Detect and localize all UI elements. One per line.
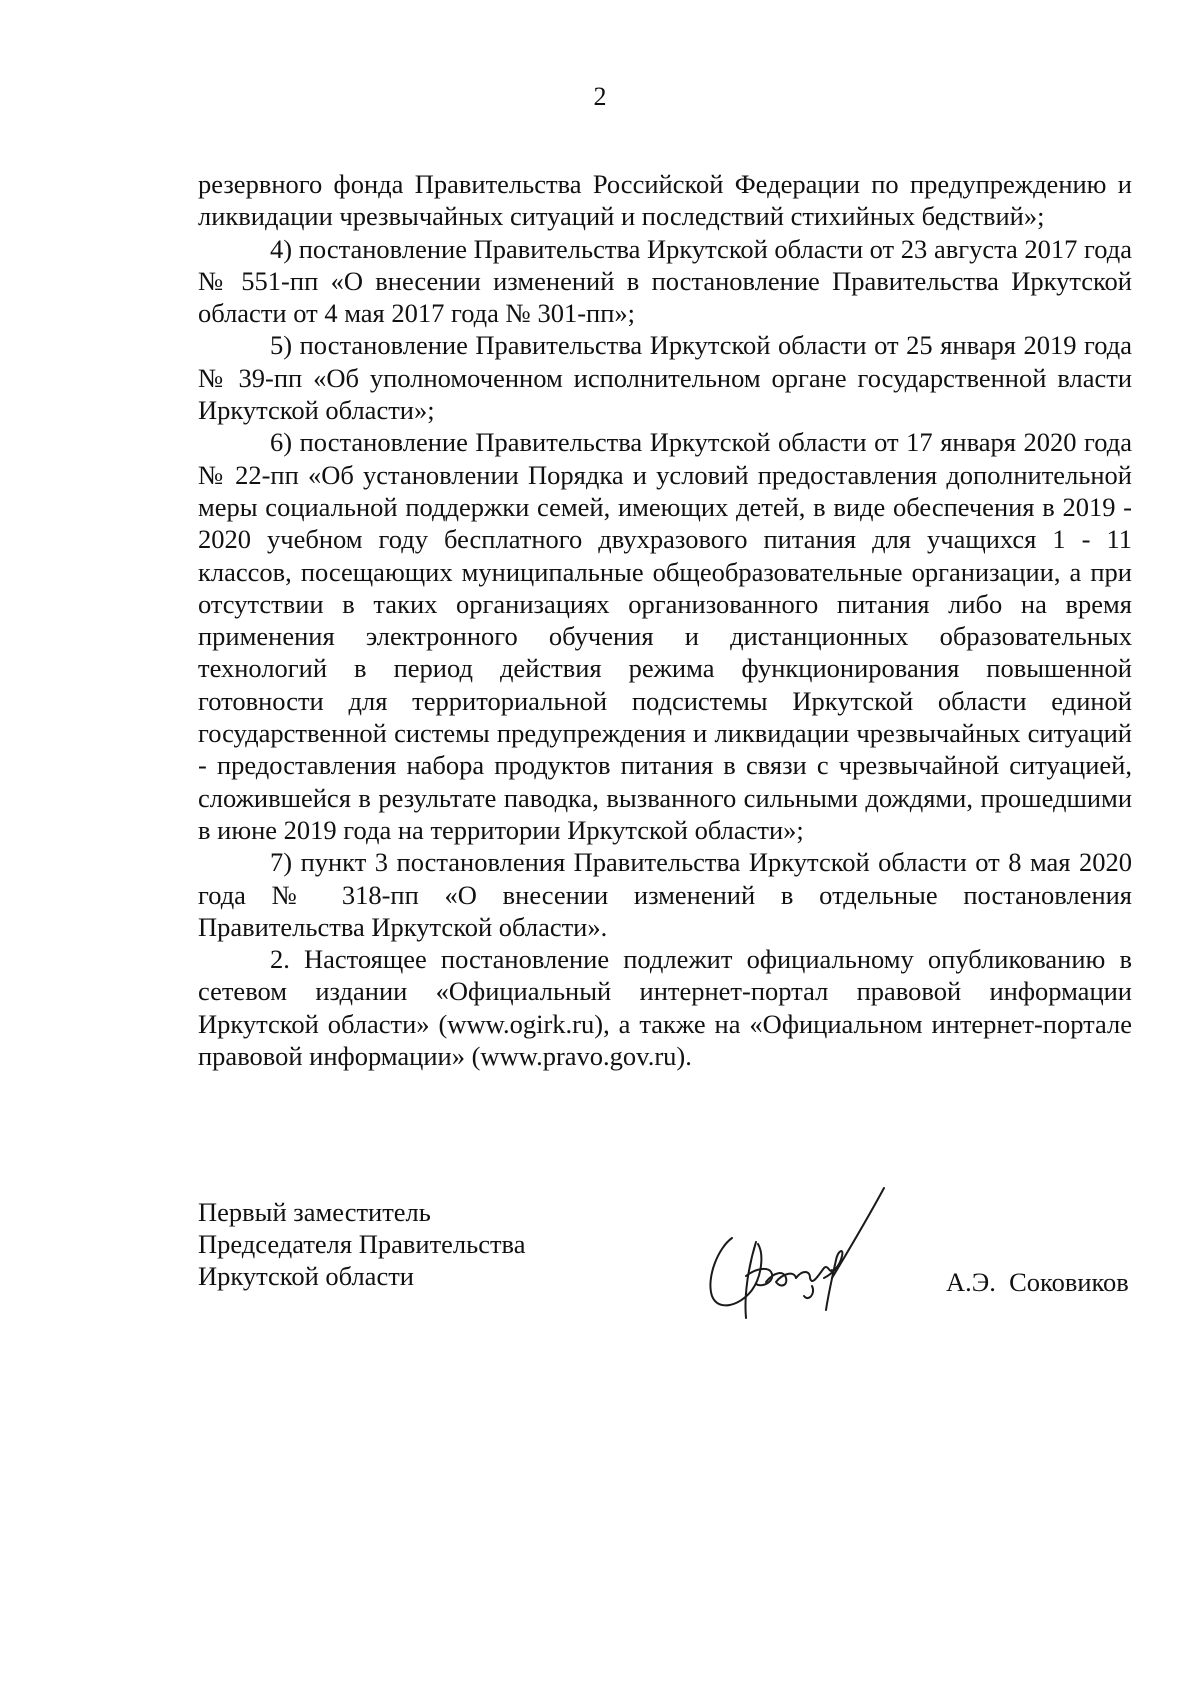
list-item-5: 5) постановление Правительства Иркутской области от 25 января 2019 года № 39-пп «Об уполномоченном исполнительном органе государственной власти Иркутской области»; [198, 330, 1132, 426]
signer-name: А.Э. Соковиков [946, 1267, 1129, 1297]
paragraph-publication: 2. Настоящее постановление подлежит официальному опубликованию в сетевом издании «Официальный интернет-портал правовой информации Иркутской области» (www.ogirk.ru), а также на «Официальном интернет-портале правовой информации» (www.pravo.gov.ru). [198, 944, 1132, 1072]
paragraph-continuation: резервного фонда Правительства Российской Федерации по предупреждению и ликвидации чрезвычайных ситуаций и последствий стихийных бедствий»; [198, 169, 1132, 232]
list-item-7: 7) пункт 3 постановления Правительства Иркутской области от 8 мая 2020 года № 318-пп «О внесении изменений в отдельные постановления Правительства Иркутской области». [198, 847, 1132, 942]
signer-title-line: Иркутской области [198, 1261, 414, 1291]
handwritten-signature [700, 1178, 910, 1338]
signer-title-line: Первый заместитель [198, 1197, 431, 1227]
list-item-4: 4) постановление Правительства Иркутской области от 23 августа 2017 года № 551-пп «О внесении изменений в постановление Правительства Иркутской области от 4 мая 2017 года № 301-пп»; [198, 233, 1132, 329]
signer-title [198, 1196, 526, 1292]
signer-title-line: Председателя Правительства [198, 1229, 526, 1259]
document-body [198, 168, 1132, 1072]
list-item-6: 6) постановление Правительства Иркутской области от 17 января 2020 года № 22-пп «Об установлении Порядка и условий предоставления дополнительной меры социальной поддержки семей, имеющих детей, в виде обеспечения в 2019 - 2020 учебном году бесплатного двухразового питания для учащихся 1 - 11 классов, посещающих муниципальные общеобразовательные организации, а при отсутствии в таких организациях организованного питания либо на время применения электронного обучения и дистанционных образовательных технологий в период действия режима функционирования повышенной готовности для территориальной подсистемы Иркутской области единой государственной системы предупреждения и ликвидации чрезвычайных ситуаций - предоставления набора продуктов питания в связи с чрезвычайной ситуацией, сложившейся в результате паводка, вызванного сильными дождями, прошедшими в июне 2019 года на территории Иркутской области»; [198, 427, 1132, 845]
page-number: 2 [593, 82, 607, 111]
